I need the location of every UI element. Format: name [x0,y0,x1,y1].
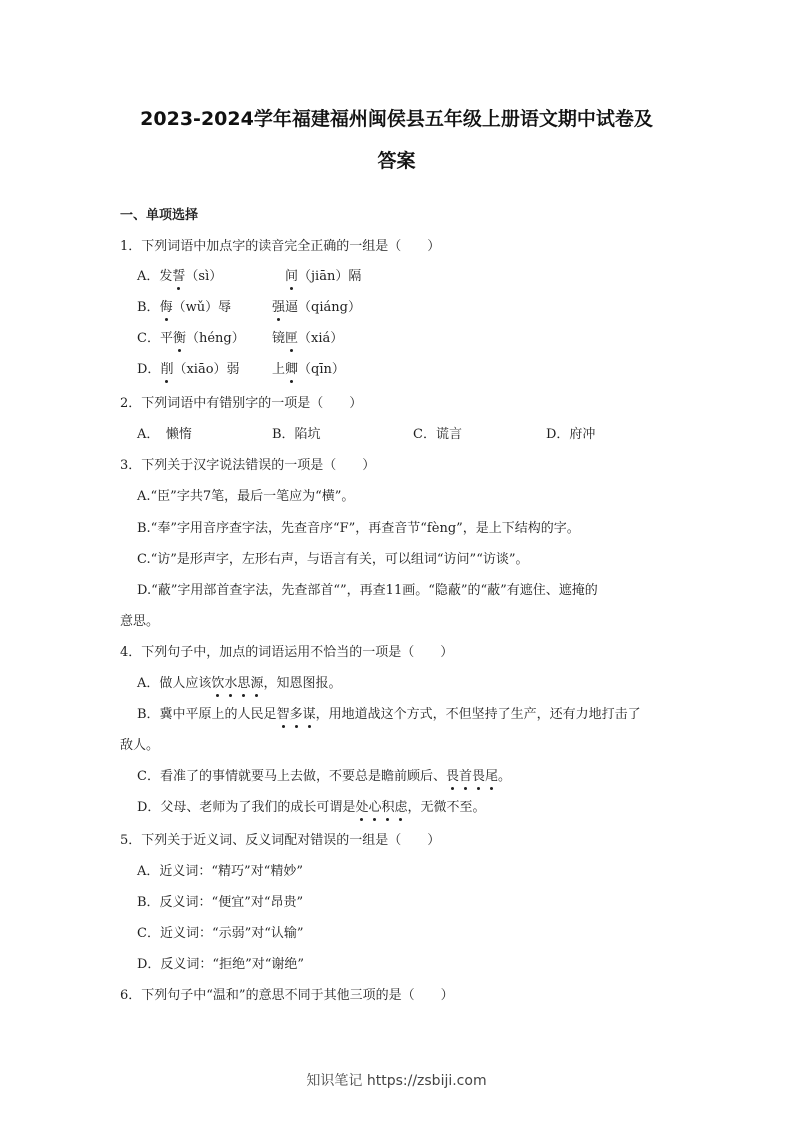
question-3-option-d-continued: 意思。 [120,614,160,629]
option-text: ，用地道战这个方式，不但坚持了生产，还有力地打击了 [315,707,641,722]
question-2-option-c: C．谎言 [413,427,462,442]
option-text: （sì） [185,269,223,284]
dotted-character: 尾 [485,769,499,784]
dotted-character: 饮 [211,676,225,691]
dotted-character: 匣 [285,331,299,346]
question-3-option-d: D.“蔽”字用部首查字法，先查部首“”，再查11画。“隐蔽”的“蔽”有遮住、遮掩的 [137,583,598,598]
question-4-option-b [137,706,641,724]
dotted-character: 谋 [302,707,316,722]
footer-watermark: 知识笔记 https://zsbiji.com [306,1073,487,1089]
option-text: （qīn） [298,362,345,377]
option-text: （héng） [185,331,245,346]
option-text: A．做人应该 [137,676,212,691]
page-title-line-1: 2023-2024学年福建福州闽侯县五年级上册语文期中试卷及 [140,108,653,130]
dotted-character: 衡 [172,331,186,346]
option-text: D．父母、老师为了我们的成长可谓是 [137,800,356,815]
dotted-character: 首 [458,769,472,784]
dotted-character: 卿 [285,362,299,377]
option-text: 。 [498,769,512,784]
question-1-option-c [137,330,537,348]
question-1-option-d [137,361,537,379]
dotted-character: 畏 [445,769,459,784]
dotted-character: 强 [272,300,286,315]
question-5-option-d: D．反义词：“拒绝”对“谢绝” [137,957,305,972]
question-4-option-a [137,675,341,693]
option-text: （wǔ）辱 [172,300,232,315]
question-3-option-a: A.“臣”字共7笔，最后一笔应为“横”。 [137,489,355,504]
option-text: C．看准了的事情就要马上去做，不要总是瞻前顾后、 [137,769,446,784]
question-2-option-d: D．府冲 [546,427,596,442]
page-title-line-2: 答案 [377,150,416,172]
option-text: A．发 [137,269,173,284]
dotted-character: 间 [285,269,299,284]
question-3-option-b: B.“奉”字用音序查字法，先查音序“F”，再查音节“fèng”，是上下结构的字。 [137,521,580,536]
question-4-option-b-continued: 敌人。 [120,738,160,753]
dotted-character: 源 [250,676,264,691]
question-5-option-a: A．近义词：“精巧”对“精妙” [137,864,303,879]
option-text: B．冀中平原上的人民足 [137,707,277,722]
question-1-option-b [137,299,537,317]
option-text: ，知恩图报。 [263,676,342,691]
dotted-character: 誓 [172,269,186,284]
option-text: （xiāo）弱 [173,362,240,377]
question-4-option-d [137,799,486,817]
question-5-option-b: B．反义词：“便宜”对“昂贵” [137,895,304,910]
dotted-character: 畏 [471,769,485,784]
section-heading: 一、单项选择 [120,208,199,223]
option-text: 镜 [272,331,286,346]
option-text: D． [137,362,161,377]
dotted-character: 虑 [394,800,408,815]
dotted-character: 侮 [159,300,173,315]
option-text: C．平 [137,331,173,346]
dotted-character: 水 [224,676,238,691]
question-4-stem: 4．下列句子中，加点的词语运用不恰当的一项是（ ） [120,645,454,660]
question-2-stem: 2．下列词语中有错别字的一项是（ ） [120,396,363,411]
dotted-character: 心 [368,800,382,815]
question-4-option-c [137,768,511,786]
dotted-character: 削 [160,362,174,377]
question-3-option-c: C.“访”是形声字，左形右声，与语言有关，可以组词“访问”“访谈”。 [137,552,529,567]
question-2-option-a: A． 懒惰 [137,427,192,442]
option-text: 逼（qiáng） [285,300,361,315]
dotted-character: 思 [237,676,251,691]
option-text: （jiān）隔 [298,269,362,284]
dotted-character: 智 [276,707,290,722]
option-text: ，无微不至。 [407,800,486,815]
dotted-character: 多 [289,707,303,722]
question-2-option-b: B．陷坑 [272,427,321,442]
question-5-stem: 5．下列关于近义词、反义词配对错误的一组是（ ） [120,833,441,848]
question-1-option-a [137,268,537,286]
question-1-stem: 1．下列词语中加点字的读音完全正确的一组是（ ） [120,239,441,254]
question-2-options [137,426,637,444]
question-5-option-c: C．近义词：“示弱”对“认输” [137,926,304,941]
dotted-character: 处 [355,800,369,815]
dotted-character: 积 [381,800,395,815]
option-text: 上 [272,362,286,377]
option-text: （xiá） [298,331,344,346]
question-6-stem: 6．下列句子中“温和”的意思不同于其他三项的是（ ） [120,988,454,1003]
question-3-stem: 3．下列关于汉字说法错误的一项是（ ） [120,458,376,473]
option-text: B． [137,300,160,315]
